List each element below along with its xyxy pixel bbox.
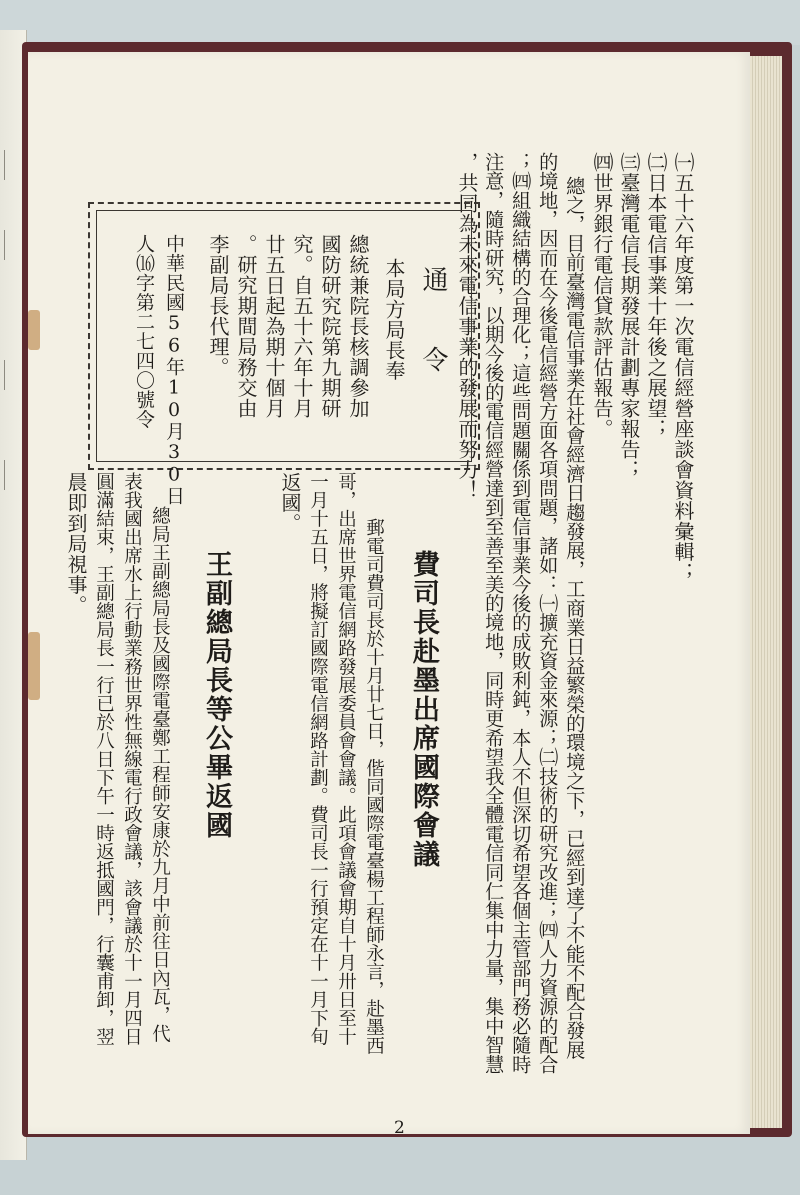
- tape-mark: [28, 632, 40, 700]
- article-1-line-4: 返國。: [278, 472, 302, 534]
- facing-page-mark: [4, 150, 19, 180]
- report-item-3: ㈢臺灣電信長期發展計劃專家報告；: [617, 152, 641, 480]
- page-number: 2: [394, 1118, 405, 1138]
- article-1-title: 費司長赴墨出席國際會議: [408, 550, 439, 869]
- notice-line-8: 中華民國56年10月30日: [163, 234, 185, 506]
- notice-line-5: 廿五日起為期十個月: [262, 234, 286, 419]
- summary-line-5: ，共同為未來電信事業的發展而努力！: [455, 152, 479, 501]
- summary-line-4: 注意，隨時研究，以期今後的電信經營達到至善至美的境地，同時更希望我全體電信同仁集中力量，集中智慧: [482, 152, 506, 1074]
- facing-page-mark: [4, 460, 19, 490]
- notice-title: 通 令: [418, 266, 448, 386]
- article-2-line-3: 圓滿結束，王副總局長一行已於八日下午一時返抵國門，行囊甫卸，翌: [93, 472, 115, 1046]
- notice-line-6: 。研究期間局務交由: [234, 234, 258, 419]
- notice-line-4: 究。自五十六年十月: [290, 234, 314, 419]
- article-1-line-2: 哥，出席世界電信網路發展委員會會議。此項會議會期自十月卅日至十: [335, 472, 357, 1046]
- document-page: [28, 52, 750, 1138]
- summary-line-2: 的境地，因而在今後電信經營方面各項問題，諸如：㈠擴充資金來源；㈡技術的研究改進；㈣人力資源的配合: [536, 152, 560, 1074]
- notice-line-9: 人⒃字第二七四〇號令: [133, 234, 155, 429]
- notice-line-2: 總統兼院長核調參加: [346, 234, 370, 419]
- tape-mark: [28, 310, 40, 350]
- summary-line-1: 總之，目前臺灣電信事業在社會經濟日趨發展，工商業日益繁榮的環境之下，已經到達了不能不配合發展: [563, 176, 587, 1060]
- report-item-2: ㈡日本電信事業十年後之展望；: [644, 152, 668, 439]
- summary-line-3: ；㈣組織結構的合理化；這些問題關係到電信事業今後的成敗利鈍，本人不但深切希望各個主管部門務必隨時: [509, 152, 533, 1074]
- facing-page-mark: [4, 230, 19, 260]
- notice-line-7: 李副局長代理。: [206, 234, 230, 378]
- article-2-line-2: 表我國出席水上行動業務世界性無線電行政會議，該會議於十一月四日: [121, 472, 143, 1046]
- article-2-title: 王副總局長等公畢返國: [201, 550, 232, 840]
- scan-background: [0, 0, 800, 45]
- report-item-1: ㈠五十六年度第一次電信經營座談會資料彙輯；: [671, 152, 695, 583]
- report-item-4: ㈣世界銀行電信貸款評估報告。: [590, 152, 614, 439]
- facing-page-mark: [4, 360, 19, 390]
- notice-line-3: 國防研究院第九期研: [318, 234, 342, 419]
- article-2-line-4: 晨即到局視事。: [64, 472, 88, 616]
- article-1-line-3: 一月十五日，將擬訂國際電信網路計劃。費司長一行預定在十一月下旬: [307, 472, 329, 1046]
- notice-line-1: 本局方局長奉: [382, 258, 406, 381]
- article-2-line-1: 總局王副總局長及國際電臺鄭工程師安康於九月中前往日內瓦，代: [149, 506, 171, 1043]
- article-1-line-1: 郵電司費司長於十月廿七日，偕同國際電臺楊工程師永言，赴墨西: [363, 518, 385, 1055]
